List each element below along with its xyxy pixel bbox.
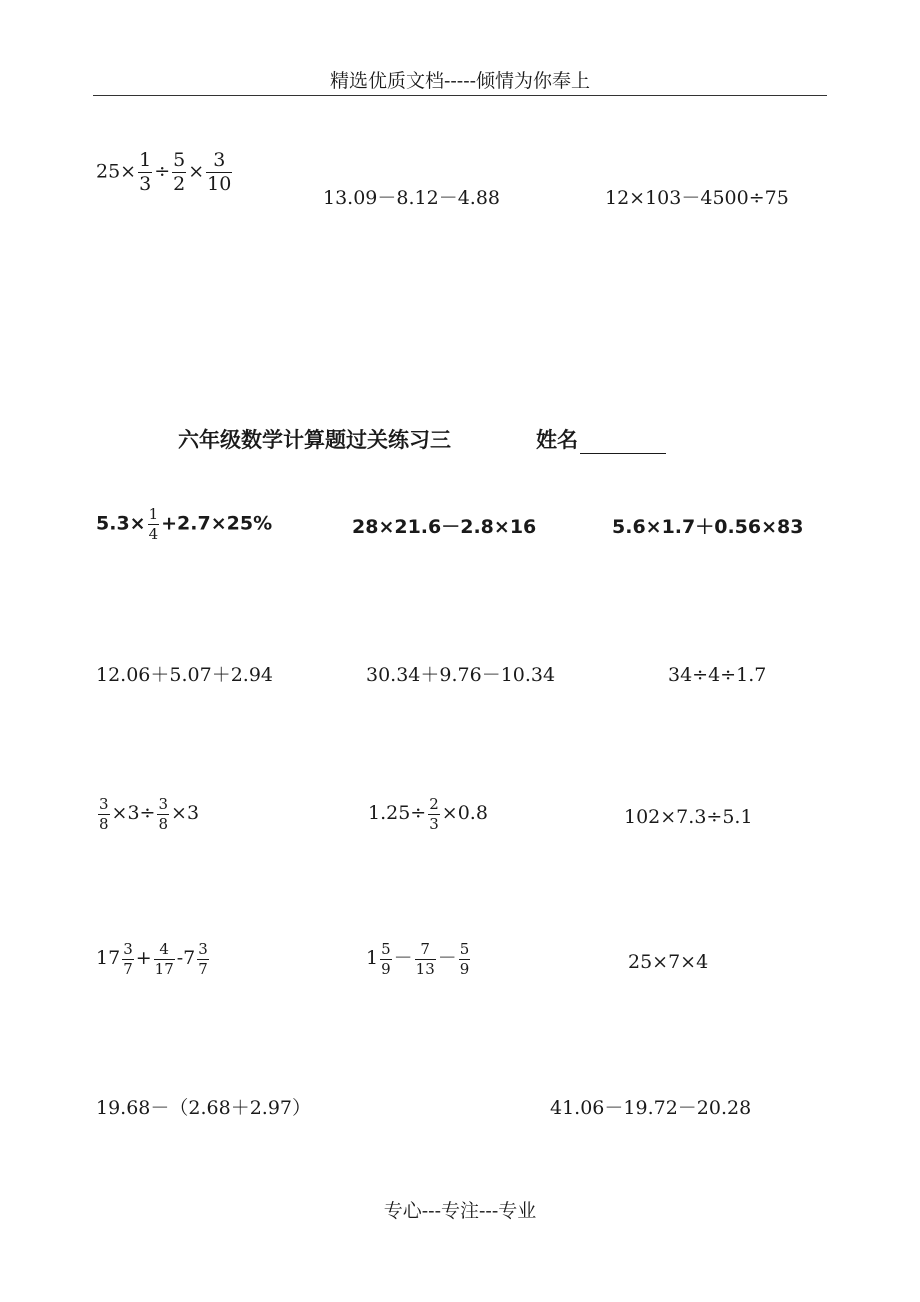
name-field bbox=[536, 424, 666, 454]
fraction: $\frac{7}{13}$ bbox=[415, 940, 435, 978]
expr-text: 5.3× bbox=[96, 512, 146, 535]
header-divider bbox=[93, 95, 827, 96]
problem-3-1 bbox=[96, 796, 199, 832]
expr-text: +2.7×25% bbox=[161, 512, 273, 535]
page-footer: 专心---专注---专业 bbox=[383, 1200, 537, 1222]
problem-1-2: 28×21.6－2.8×16 bbox=[352, 516, 537, 538]
expr-text: ×3 bbox=[171, 802, 200, 824]
expr-text: ÷ bbox=[154, 160, 171, 183]
problem-3-3: 102×7.3÷5.1 bbox=[624, 806, 753, 828]
section-title: 六年级数学计算题过关练习三 bbox=[178, 428, 451, 452]
problem-2-2: 30.34＋9.76－10.34 bbox=[366, 664, 556, 686]
problem-2-3: 34÷4÷1.7 bbox=[668, 664, 767, 686]
problem-4-3: 25×7×4 bbox=[628, 951, 709, 973]
fraction: $\frac{5}{9}$ bbox=[381, 940, 391, 978]
fraction: $\frac{5}{9}$ bbox=[459, 940, 470, 978]
problem-top-2: 13.09－8.12－4.88 bbox=[323, 187, 501, 209]
problem-5-1: 19.68－（2.68＋2.97） bbox=[96, 1097, 312, 1119]
fraction: $\frac{3}{10}$ bbox=[207, 149, 232, 195]
expr-text: 17 bbox=[96, 947, 121, 969]
expr-text: + bbox=[135, 947, 152, 969]
problem-1-3: 5.6×1.7＋0.56×83 bbox=[612, 516, 804, 538]
problem-3-2 bbox=[368, 796, 488, 832]
fraction: $\frac{3}{7}$ bbox=[198, 940, 208, 978]
problem-2-1: 12.06＋5.07＋2.94 bbox=[96, 664, 274, 686]
expr-text: 1 bbox=[366, 947, 379, 969]
name-blank-line bbox=[580, 433, 666, 454]
problem-top-3: 12×103－4500÷75 bbox=[605, 187, 789, 209]
problem-4-2 bbox=[366, 941, 472, 977]
expr-text: ×0.8 bbox=[441, 802, 488, 824]
problem-4-1 bbox=[96, 941, 211, 977]
name-label: 姓名 bbox=[536, 428, 578, 452]
fraction: $\frac{3}{8}$ bbox=[99, 795, 109, 833]
expr-text: － bbox=[393, 947, 413, 969]
fraction: $\frac{1}{3}$ bbox=[139, 149, 152, 195]
problem-top-1 bbox=[96, 150, 234, 195]
expr-text: 1.25÷ bbox=[368, 802, 427, 824]
fraction: $\frac{1}{4}$ bbox=[148, 505, 159, 543]
expr-text: 25× bbox=[96, 160, 137, 183]
expr-text: ×3÷ bbox=[111, 802, 156, 824]
fraction: $\frac{5}{2}$ bbox=[173, 149, 186, 195]
fraction: $\frac{3}{8}$ bbox=[158, 795, 169, 833]
page-header: 精选优质文档-----倾情为你奉上 bbox=[329, 70, 591, 92]
expr-text: -7 bbox=[176, 947, 196, 969]
expr-text: － bbox=[437, 947, 457, 969]
expr-text: × bbox=[188, 160, 205, 183]
fraction: $\frac{4}{17}$ bbox=[154, 940, 174, 978]
fraction: $\frac{3}{7}$ bbox=[123, 940, 133, 978]
problem-5-2: 41.06－19.72－20.28 bbox=[550, 1097, 752, 1119]
fraction: $\frac{2}{3}$ bbox=[429, 795, 439, 833]
problem-1-1 bbox=[96, 506, 272, 542]
